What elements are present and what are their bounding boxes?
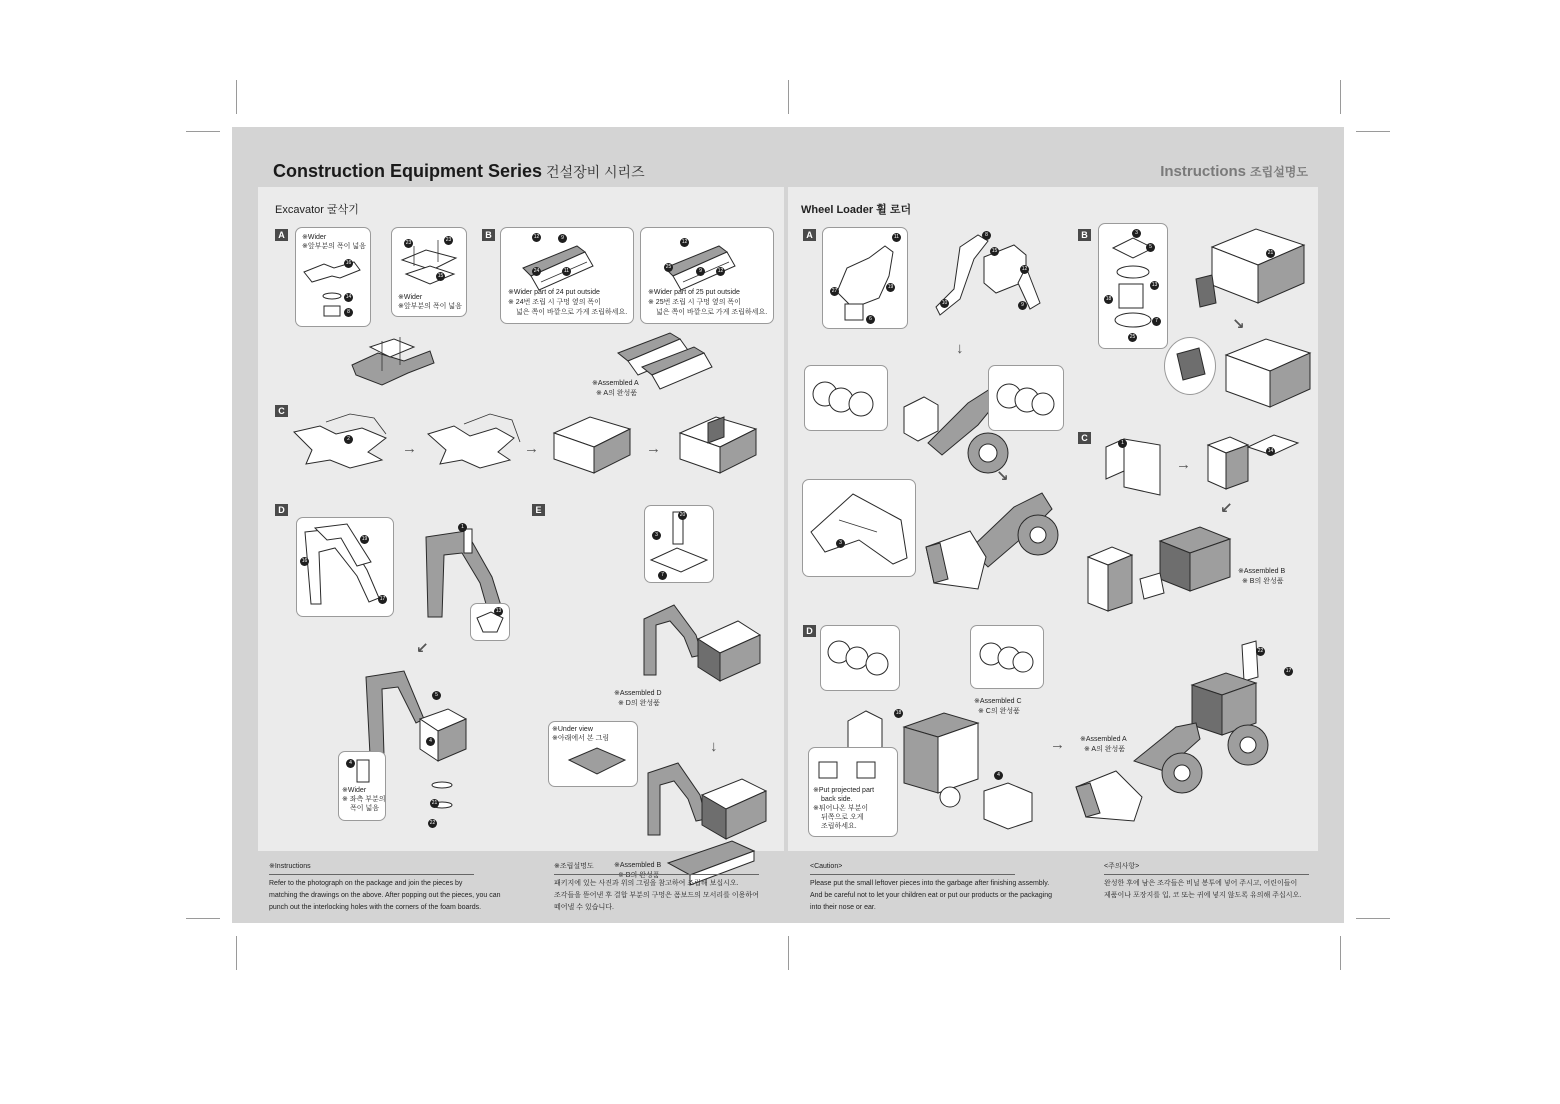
illustration [1080, 521, 1240, 633]
arrow-down-left: ↙ [416, 640, 429, 657]
illustration [1192, 223, 1312, 323]
step-label-a: A [275, 229, 288, 241]
crop-mark [236, 936, 237, 970]
illustration [971, 626, 1043, 688]
step-label-a: A [803, 229, 816, 241]
note-text: ※Wider [342, 787, 367, 794]
note-text: ※아래에서 본 그림 [552, 735, 610, 742]
note-text: 넓은 쪽이 바깥으로 가게 조립하세요. [656, 309, 768, 316]
part-number: 16 [301, 558, 308, 564]
part-number: 11 [893, 234, 900, 240]
part-number: 3 [836, 539, 845, 548]
part-number: 1 [1118, 439, 1127, 448]
crop-mark [1340, 936, 1341, 970]
footer-line: 떼어낼 수 있습니다. [554, 904, 614, 911]
part-number: 13 [495, 608, 502, 614]
illustration [296, 228, 370, 326]
note-text: ※Under view [552, 726, 593, 733]
illustration [1072, 637, 1312, 827]
note-text: ※앞부분의 폭이 넓음 [302, 243, 366, 250]
arrow-down: ↓ [956, 340, 964, 357]
note-text: ※ 24번 조립 시 구멍 옆의 폭이 [508, 299, 601, 306]
instructions-heading-ko: 조립설명도 [1250, 165, 1308, 179]
note-text: ※ 25번 조립 시 구멍 옆의 폭이 [648, 299, 741, 306]
illustration [1202, 431, 1302, 495]
illustration [805, 366, 887, 430]
crop-mark [1356, 131, 1390, 132]
note-text: ※Put projected part [813, 787, 875, 794]
callout-box [802, 479, 916, 577]
callout-box [295, 227, 371, 327]
note-text: ※튀어나온 부분이 [813, 805, 869, 812]
illustration [1100, 431, 1170, 501]
part-number: 13 [1151, 282, 1158, 288]
note-text: ※Assembled B [614, 862, 662, 869]
part-number: 22 [1257, 648, 1264, 654]
footer-line: punch out the interlocking holes with the corners of the foam boards. [269, 904, 482, 911]
part-number: 7 [658, 571, 667, 580]
arrow-down-left: ↙ [1220, 500, 1233, 517]
instruction-sheet [232, 127, 1344, 923]
part-number: 24 [533, 268, 540, 274]
illustration [471, 604, 509, 640]
part-number: 8 [982, 231, 991, 240]
part-number: 14 [345, 294, 352, 300]
instructions-heading [1160, 163, 1308, 180]
illustration [672, 409, 768, 481]
part-number: 18 [1105, 296, 1112, 302]
part-number: 12 [1021, 266, 1028, 272]
footer-line: 제품이나 포장지를 입, 코 또는 귀에 넣지 않도록 유의해 주십시오. [1104, 892, 1302, 899]
footer-heading: <주의사항> [1104, 861, 1309, 875]
note-text: ※ A의 완성품 [596, 390, 638, 397]
part-number: 3 [1132, 229, 1141, 238]
crop-mark [788, 936, 789, 970]
note-text: ※ D의 완성품 [618, 700, 660, 707]
callout-box [548, 721, 638, 787]
note-text: ※Wider part of 24 put outside [508, 289, 600, 296]
footer-line: 패키지에 있는 사진과 위의 그림을 참고하여 조립해 보십시오. [554, 880, 739, 887]
illustration [549, 722, 637, 786]
part-number: 5 [432, 691, 441, 700]
part-number: 16 [345, 260, 352, 266]
part-number: 23 [405, 240, 412, 246]
part-number: 23 [445, 237, 452, 243]
part-number: 4 [994, 771, 1003, 780]
part-number: 15 [437, 273, 444, 279]
note-text: ※Assembled A [1080, 736, 1127, 743]
note-text: ※앞부분의 폭이 넓음 [398, 303, 462, 310]
footer-line: And be careful not to let your children eat or put our products or the packaging [810, 892, 1053, 899]
arrow-right: → [1050, 736, 1065, 753]
crop-mark [186, 918, 220, 919]
part-number: 14 [1267, 448, 1274, 454]
part-number: 12 [717, 268, 724, 274]
part-number: 11 [563, 268, 570, 274]
note-text: ※Assembled A [592, 380, 639, 387]
illustration [424, 412, 534, 482]
illustration [803, 480, 915, 576]
illustration [930, 227, 1050, 337]
part-number: 25 [1129, 334, 1136, 340]
arrow-right: → [646, 440, 661, 457]
illustration [1206, 331, 1316, 421]
part-number: 20 [679, 512, 686, 518]
illustration [918, 483, 1068, 603]
part-number: 10 [941, 300, 948, 306]
arrow-right: → [1176, 456, 1191, 473]
title-ko: 건설장비 시리즈 [546, 164, 645, 180]
callout-box [804, 365, 888, 431]
note-text: ※Wider part of 25 put outside [648, 289, 740, 296]
footer-line: 조각들을 뜯어낸 후 결합 부분의 구멍은 폼보드의 모서리를 이용하여 [554, 892, 759, 899]
illustration [821, 626, 899, 690]
note-text: 폭이 넓음 [350, 805, 379, 812]
note-text: ※Wider [398, 294, 423, 301]
arrow-down: ↓ [710, 738, 718, 755]
part-number: 12 [681, 239, 688, 245]
step-label-e: E [532, 504, 545, 516]
page-title [273, 161, 645, 182]
callout-box [391, 227, 467, 317]
crop-mark [788, 80, 789, 114]
note-text: ※ B의 완성품 [1242, 578, 1284, 585]
note-text: 넓은 쪽이 바깥으로 가게 조립하세요. [516, 309, 628, 316]
part-number: 9 [558, 234, 567, 243]
crop-mark [186, 131, 220, 132]
footer-line: 완성한 후에 남은 조각들은 비닐 봉투에 넣어 주시고, 어린이들이 [1104, 880, 1298, 887]
callout-box [640, 227, 774, 324]
part-number: 22 [429, 820, 436, 826]
part-number: 9 [696, 267, 705, 276]
footer-line: Refer to the photograph on the package and join the pieces by [269, 880, 463, 887]
footer-heading: <Caution> [810, 861, 1015, 875]
part-number: 12 [533, 234, 540, 240]
part-number: 9 [1018, 301, 1027, 310]
part-number: 27 [831, 288, 838, 294]
illustration [638, 595, 768, 691]
footer-heading: ※조립설명도 [554, 861, 759, 875]
part-number: 17 [379, 596, 386, 602]
illustration [392, 228, 466, 316]
footer-heading: ※Instructions [269, 861, 474, 875]
part-number: 1 [458, 523, 467, 532]
excavator-title: Excavator 굴삭기 [275, 204, 359, 216]
part-number: 19 [887, 284, 894, 290]
part-number: 17 [1285, 668, 1292, 674]
step-label-c: C [1078, 432, 1091, 444]
note-text: ※ 좌측 부분의 [342, 796, 386, 803]
callout-box [822, 227, 908, 329]
instructions-heading-en: Instructions [1160, 163, 1247, 180]
note-text: ※Wider [302, 234, 327, 241]
part-number: 18 [895, 710, 902, 716]
note-text: back side. [821, 796, 853, 803]
footer-caution [810, 861, 1052, 914]
footer-instructions [269, 861, 501, 914]
wheel-loader-title: Wheel Loader 휠 로더 [801, 204, 912, 216]
arrow-right: → [402, 440, 417, 457]
step-label-b: B [482, 229, 495, 241]
part-number: 8 [344, 308, 353, 317]
part-number: 21 [1267, 250, 1274, 256]
note-text: ※ A의 완성품 [1084, 746, 1126, 753]
note-text: 뒤쪽으로 오게 [821, 814, 864, 821]
step-label-b: B [1078, 229, 1091, 241]
part-number: 19 [361, 536, 368, 542]
callout-box [470, 603, 510, 641]
part-number: 6 [866, 315, 875, 324]
illustration [290, 412, 400, 482]
part-number: 7 [1152, 317, 1161, 326]
callout-box [820, 625, 900, 691]
crop-mark [1356, 918, 1390, 919]
callout-box [988, 365, 1064, 431]
illustration [823, 228, 907, 328]
crop-mark [1340, 80, 1341, 114]
part-number: 21 [431, 800, 438, 806]
part-number: 4 [346, 759, 355, 768]
footer-line: into their nose or ear. [810, 904, 876, 911]
note-text: 조립하세요. [821, 823, 857, 830]
callout-box [808, 747, 898, 837]
note-text: ※Assembled D [614, 690, 662, 697]
illustration [348, 327, 438, 397]
step-label-d: D [275, 504, 288, 516]
footer-caution-ko [1104, 861, 1309, 902]
callout-box [970, 625, 1044, 689]
step-label-d: D [803, 625, 816, 637]
part-number: 25 [665, 264, 672, 270]
part-number: 2 [344, 435, 353, 444]
illustration [989, 366, 1063, 430]
note-text: ※Assembled B [1238, 568, 1286, 575]
footer-instructions-ko [554, 861, 759, 914]
arrow-right: → [524, 440, 539, 457]
part-number: 5 [1146, 243, 1155, 252]
step-label-c: C [275, 405, 288, 417]
arrow-down-right: ↘ [1232, 316, 1245, 333]
note-text: ※Assembled C [974, 698, 1022, 705]
note-text: ※ C의 완성품 [978, 708, 1020, 715]
crop-mark [236, 80, 237, 114]
arrow-down-right: ↘ [996, 468, 1009, 485]
part-number: 4 [426, 737, 435, 746]
wheel-loader-panel [788, 187, 1318, 851]
part-number: 15 [991, 248, 998, 254]
footer-line: matching the drawings on the above. After popping out the pieces, you can [269, 892, 501, 899]
part-number: 3 [652, 531, 661, 540]
title-en: Construction Equipment Series [273, 161, 543, 181]
footer-line: Please put the small leftover pieces into the garbage after finishing assembly. [810, 880, 1050, 887]
illustration [546, 409, 642, 481]
note-text: ※ B의 완성품 [618, 872, 660, 879]
